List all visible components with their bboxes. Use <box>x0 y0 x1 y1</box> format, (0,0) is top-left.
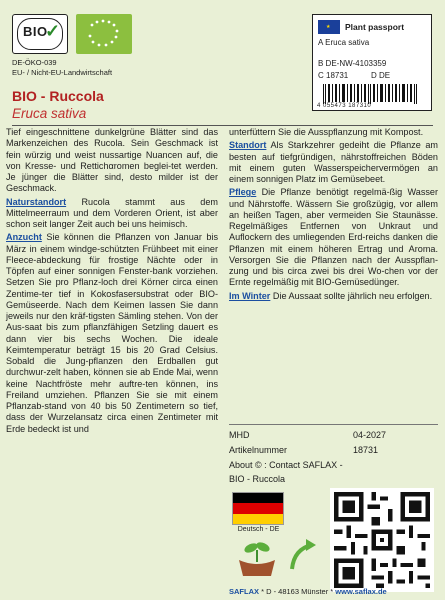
article-value: 18731 <box>353 445 379 455</box>
anzucht-heading: Anzucht <box>6 232 42 243</box>
standort-text: Als Starkzehrer gedeiht die Pflanze am besten auf tiefgründigen, nährstoffreichen Böden mit einem guten Wasserspeichervermögen an einem sonnigen Platz im Gemüsebeet. <box>229 140 438 184</box>
continuation-paragraph: unterfüttern Sie die Ausspflanzung mit Kompost. <box>229 127 424 137</box>
right-text-column <box>229 127 438 304</box>
standort-heading: Standort <box>229 140 267 151</box>
product-title: BIO - Ruccola <box>12 88 104 104</box>
brand-name: SAFLAX <box>229 587 259 596</box>
article-row <box>229 445 438 455</box>
latin-name: Eruca sativa <box>12 106 87 121</box>
barcode-icon <box>317 84 429 104</box>
passport-line-d: D DE <box>371 71 391 80</box>
qr-code-icon[interactable] <box>330 488 434 592</box>
passport-line-b: B DE-NW-4103359 <box>318 59 387 68</box>
website-link[interactable]: www.saflax.de <box>335 587 387 596</box>
intro-paragraph: Tief eingeschnittene dunkelgrüne Blätter sind das Markenzeichen des Rucola. Sein Geschmack ist fein würzig und weist nussartige Nuancen auf, die von Kresse- und Rettichαromen beglei-tet werden. Je jünger die Blätter sind, desto milder ist der Geschmack. <box>6 127 218 194</box>
mhd-label: MHD <box>229 430 250 440</box>
standort-paragraph <box>229 140 438 185</box>
header-divider <box>12 125 433 126</box>
footer <box>229 587 438 596</box>
winter-paragraph <box>229 291 438 302</box>
winter-heading: Im Winter <box>229 290 271 301</box>
about-row: About © : Contact SAFLAX - <box>229 460 343 470</box>
language-caption: Deutsch - DE <box>237 526 280 533</box>
pflege-heading: Pflege <box>229 187 257 198</box>
info-divider <box>229 424 438 425</box>
plant-passport <box>312 14 432 111</box>
naturstandort-heading: Naturstandort <box>6 196 67 207</box>
product-line-row: BIO - Ruccola <box>229 474 286 484</box>
check-icon: ✓ <box>45 21 61 41</box>
passport-line-a: A Eruca sativa <box>318 38 370 47</box>
mhd-value: 04-2027 <box>353 430 387 440</box>
anzucht-paragraph <box>6 232 218 435</box>
german-flag-icon <box>232 492 284 525</box>
address: * D - 48163 Münster * <box>259 587 336 596</box>
anzucht-text: Sie können die Pflanzen von Januar bis März in einem windge-schützten Frühbeet mit einer Fleece-abdeckung für frostige Nächte oder in Töpfen auf einer sonnigen Fenster-bank vorziehen. Setzen Sie pro Pflanz-loch drei Körner circa einen Zentime-ter tief in Kokosfasersubstrat oder BIO-Gemüseerde. Nach dem Keimen lassen Sie dann jeweils nur den kräf-tigsten Sämling stehen. Von der Aus-saat bis zum pflanzfähigen Setzling dauert es dann vier bis sechs Wochen. Die ideale Keimtemperatur beträgt 15 bis 20 Grad Celsius. Sobald die Jung-pflanzen den Erdballen gut durchwur-zelt haben, können sie ab Ende Mai, wenn keine Nachtfröste mehr auftre-ten können, ins Freiland umziehen. Pflanzen Sie sie mit einem Pflanzab-stand von 40 bis 50 Zentimetern so tief, dass der Wurzelansatz circa einen Zentimeter mit Erde bedeckt ist und <box>6 232 218 434</box>
left-text-column <box>6 127 218 437</box>
bio-label: BIO <box>23 24 48 39</box>
passport-title: Plant passport <box>345 22 405 32</box>
ean-number: 4 055473 187310 <box>317 103 372 109</box>
pflege-paragraph <box>229 187 438 288</box>
passport-line-c: C 18731 <box>318 71 349 80</box>
eu-farming-origin: EU- / Nicht-EU-Landwirtschaft <box>12 68 113 77</box>
article-label: Artikelnummer <box>229 445 288 455</box>
certification-code: DE-ÖKO-039 <box>12 58 57 67</box>
bio-siegel-logo <box>12 14 68 54</box>
naturstandort-paragraph <box>6 197 218 231</box>
eu-organic-leaf-logo <box>76 14 132 54</box>
arrow-icon <box>288 535 320 575</box>
naturstandort-text: Rucola stammt aus dem Mittelmeerraum und dem Vorderen Orient, ist aber schon seit langer Zeit auch bei uns heimisch. <box>6 196 218 229</box>
winter-text: Die Aussaat sollte jährlich neu erfolgen. <box>270 290 433 301</box>
eu-flag-icon: ★ <box>318 20 340 34</box>
pflege-text: Die Pflanze benötigt regelmä-ßig Wasser und Nährstoffe. Wässern Sie großzügig, vor allem an heißen Tagen, aber vermeiden Sie Staunässe. Regelmäßiges Entfernen von Unkraut und Auflockern des umliegenden Erd-reichs danken die Pflanzen mit einem höheren Ertrag und Aroma. Versorgen Sie die Pflanzen nach der Ausspflan-zung und bis circa zwei bis drei Wo-chen vor der Ernte regelmäßig mit BIO-Gemüsedünger. <box>229 187 438 288</box>
seedling-icon <box>231 538 283 578</box>
mhd-row <box>229 430 438 440</box>
